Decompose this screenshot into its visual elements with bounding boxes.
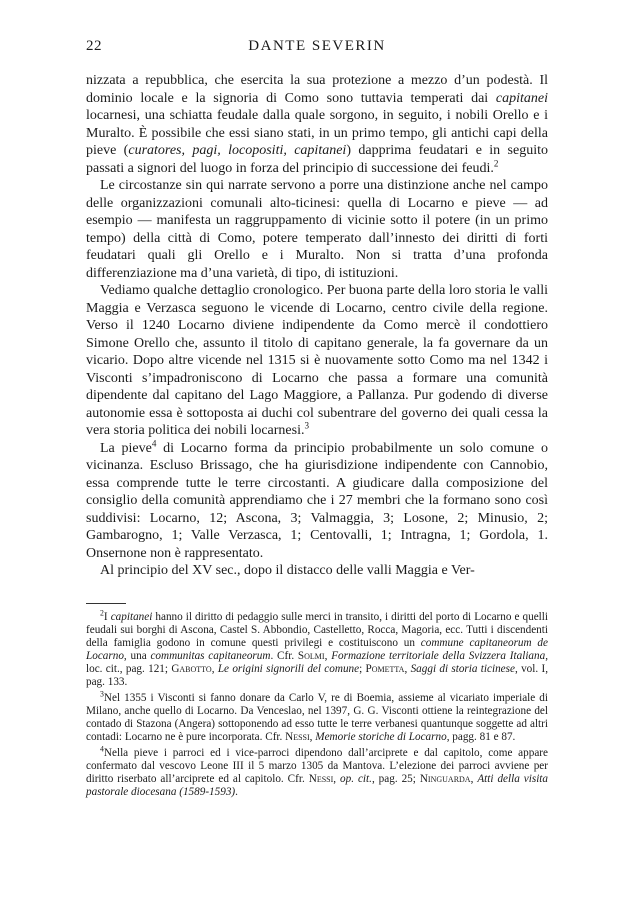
footnote-divider: [86, 603, 126, 604]
footnote-ref-3: 3: [304, 420, 310, 431]
running-head: DANTE SEVERIN: [248, 38, 386, 54]
paragraph-1: nizzata a repubblica, che esercita la sua protezione a mezzo d’un podestà. Il dominio locale e la signoria di Como sono tuttavia temperati dai capitanei locarnesi, una schiatta feudale dalla quale sorgono, in seguito, i nobili Orello e i Muralto. È possibile che essi siano stati, in un primo tempo, gli antichi capi della pieve (curatores, pagi, locopositi, capitanei) dapprima feudatari e in seguito passati a signori del luogo in forza del principio di successione dei feudi.$^2$: [86, 73, 548, 176]
footnote-3: $^3$Nel 1355 i Visconti si fanno donare da Carlo V, re di Boemia, assieme al vicariato imperiale di Milano, anche quello di Locarno. Da Venceslao, nel 1397, G. G. Visconti ottiene la reintegrazione del contado di Stazona (Angera) sottoponendo ad esso tutte le terre verbanesi quantunque soggette ad altri contadi: Locarno ne è pure incorporata. Cfr. Nessi, Memorie storiche di Locarno, pagg. 81 e 87.: [86, 689, 548, 743]
footnote-2: $^2$I capitanei hanno il diritto di pedaggio sulle merci in transito, i diritti del porto di Locarno e quelli feudali sui borghi di Ascona, Castel S. Abbondio, Castelletto, Rocca, Magoria, ecc. Tutti i discendenti della famiglia godono in comune questi privilegi e costituiscono un commune capitaneorum de Locarno, una communitas capitaneorum. Cfr. Solmi, Formazione territoriale della Svizzera Italiana, loc. cit., pag. 121; Gabotto, Le origini signorili del comune; Pometta, Saggi di storia ticinese, vol. I, pag. 133.: [86, 608, 549, 688]
paragraph-5: Al principio del XV sec., dopo il distacco delle valli Maggia e Ver-: [100, 563, 475, 578]
footnote-ref-4: 4: [151, 437, 157, 448]
footnote-4: $^4$Nella pieve i parroci ed i vice-parroci dipendono dall’arciprete e dal capitolo, come appare confermato dal vescovo Leone III il 5 marzo 1305 da Mantova. L’elezione dei parroci avviene per diritto riserbato all’arciprete ed al capitolo. Cfr. Nessi, op. cit., pag. 25; Ninguarda, Atti della visita pastorale diocesana (1589-1593).: [86, 744, 549, 798]
paragraph-3: Vediamo qualche dettaglio cronologico. Per buona parte della loro storia le valli Maggia e Verzasca seguono le vicende di Locarno, centro civile della regione. Verso il 1240 Locarno diviene indipendente da Como mercè il condottiero Simone Orello che, assunto il titolo di capitano generale, la fa governare da un vicario. Dopo altre vicende nel 1315 si è nuovamente sotto Como ma nel 1342 i Visconti s’impadroniscono di Locarno che passa a formare una comunità dipendente dal capitano del Lago Maggiore, a Pallanza. Pur godendo di diverse autonomie essa è sottoposta ai duchi col subentrare del governo dei quali cessa la vera storia politica dei nobili locarnesi.$^3$: [86, 283, 548, 438]
footnote-ref-2: 2: [493, 157, 499, 168]
footnotes: [86, 608, 549, 802]
paragraph-2: Le circostanze sin qui narrate servono a porre una distinzione anche nel campo delle organizzazioni comunali alto-ticinesi: quella di Locarno e pieve — ad esempio — manifesta un raggruppamento di vicinie sotto il potere (in un primo tempo) della città di Como, potere temperato dall’innesto dei diritti di forti feudatari quali gli Orello e i Muralto. Non si tratta d’una profonda differenziazione ma d’una varietà, di tipo, di istituzioni.: [86, 178, 548, 281]
page-header: [86, 38, 548, 58]
main-text: [86, 72, 548, 580]
page-number: 22: [86, 38, 102, 54]
paragraph-4: La pieve$^4$ di Locarno forma da principio probabilmente un solo comune o vicinanza. Escluso Brissago, che ha giurisdizione indipendente con Cannobio, essa comprende tutte le terre circostanti. A giudicare dalla composizione del consiglio della comunità apprendiamo che i 27 membri che la formano sono così suddivisi: Locarno, 12; Ascona, 3; Valmaggia, 3; Losone, 2; Minusio, 2; Gambarogno, 1; Valle Verzasca, 1; Centovalli, 1; Intragna, 1; Gordola, 1. Onsernone non è rappresentato.: [86, 437, 548, 561]
